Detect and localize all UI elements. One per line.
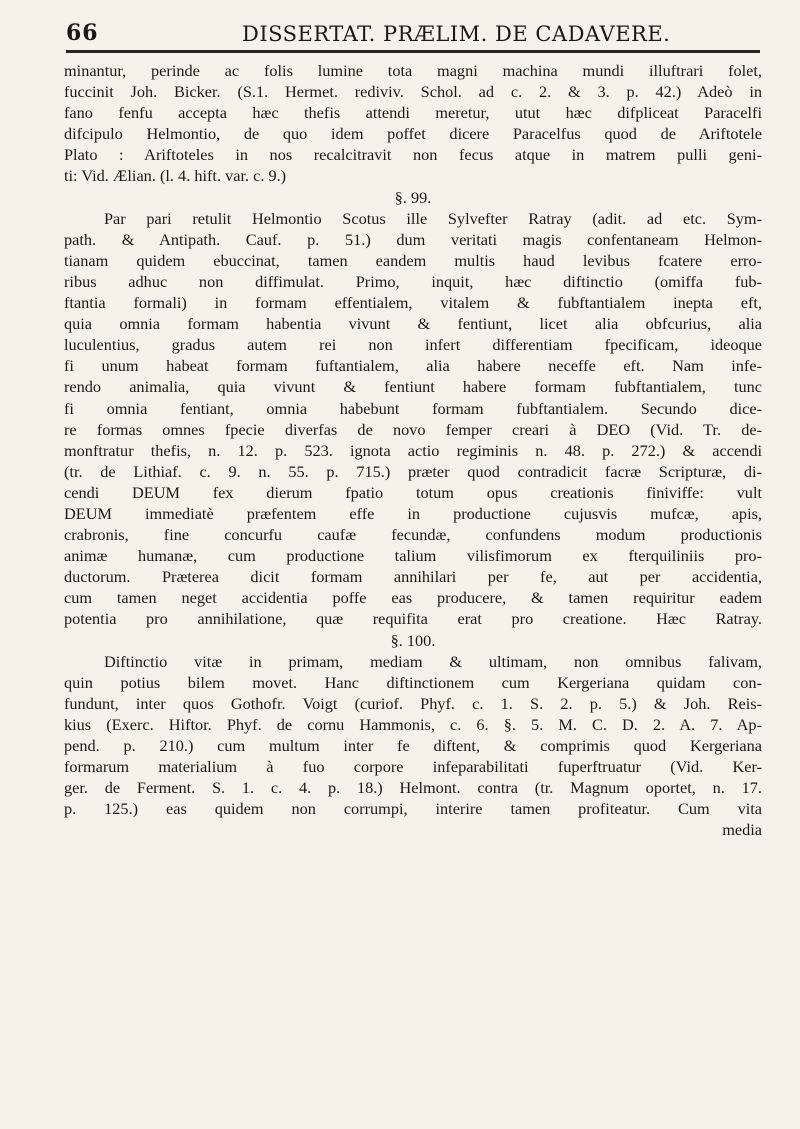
text-line: rendo animalia, quia vivunt & fentiunt habere formam fubftantialem, tunc [64,377,762,397]
text-line: crabronis, fine concurfu caufæ fecundæ, confundens modum productionis [64,525,762,545]
text-line: quia omnia formam habentia vivunt & fentiunt, licet alia obfcurius, alia [64,314,762,334]
text-line: animæ humanæ, cum productione talium vilisfimorum ex fterquiliniis pro- [64,546,762,566]
text-line: ftantia formali) in formam effentialem, vitalem & fubftantialem inepta eft, [64,293,762,313]
text-line: minantur, perinde ac folis lumine tota magni machina mundi illuftrari folet, [64,61,762,80]
text-line: luculentius, gradus autem rei non infert differentiam fpecificam, ideoque [64,335,762,355]
page-number: 66 [66,20,99,46]
text-line: cendi DEUM fex dierum fpatio totum opus creationis finiviffe: vult [64,482,762,502]
text-line: fuccinit Joh. Bicker. (S.1. Hermet. rediviv. Schol. ad c. 2. & 3. p. 42.) Adeò in [64,82,762,102]
text-line: kius (Exerc. Hiftor. Phyf. de cornu Hammonis, c. 6. §. 5. M. C. D. 2. A. 7. Ap- [64,714,762,734]
text-line: re formas omnes fpecie diverfas de novo femper creari à DEO (Vid. Tr. de- [64,419,762,439]
text-line: p. 125.) eas quidem non corrumpi, interire tamen profiteatur. Cum vita [64,799,762,819]
text-line: pend. p. 210.) cum multum inter fe diftent, & comprimis quod Kergeriana [64,736,762,755]
text-line: Plato : Ariftoteles in nos recalcitravit non fecus atque in matrem pulli geni- [64,145,762,165]
text-line: path. & Antipath. Cauf. p. 51.) dum veritati magis confentaneam Helmon- [64,229,762,249]
section-number: §. 99. [394,187,432,207]
text-line: fi unum habeat formam fuftantialem, alia habere neceffe eft. Nam infe- [64,356,762,376]
text-line: ger. de Ferment. S. 1. c. 4. p. 18.) Helmont. contra (tr. Magnum oportet, n. 17. [64,778,762,798]
text-line: Par pari retulit Helmontio Scotus ille Sylvefter Ratray (adit. ad etc. Sym- [104,208,762,228]
running-title: DISSERTAT. PRÆLIM. DE CADAVERE. [242,22,671,46]
text-line: monftratur thefis, n. 12. p. 523. ignota actio regiminis n. 48. p. 272.) & accendi [64,440,762,460]
header-rule [66,50,760,53]
text-line: ductorum. Præterea dicit formam annihilari per fe, aut per accidentia, [64,567,762,587]
text-line: fi omnia fentiant, omnia habebunt formam fubftantialem. Secundo dice- [64,398,762,418]
page-header [64,18,760,52]
section-number: §. 100. [390,630,436,650]
text-line: potentia pro annihilatione, quæ requifita erat pro creatione. Hæc Ratray. [64,609,762,629]
text-line: (tr. de Lithiaf. c. 9. n. 55. p. 715.) præter quod contradicit facræ Scripturæ, di- [64,461,762,481]
text-line: quin potius bilem movet. Hanc diftinctionem cum Kergeriana quidam con- [64,672,762,692]
body-text [64,60,762,840]
text-line: fano fenfu accepta hæc thefis attendi meretur, utut hæc difpliceat Paracelfi [64,103,762,123]
text-line: difcipulo Helmontio, de quo idem poffet dicere Paracelfus quod de Ariftotele [64,124,762,144]
text-line: fundunt, inter quos Gothofr. Voigt (curiof. Phyf. c. 1. S. 2. p. 5.) & Joh. Reis- [64,693,762,713]
text-line: tianam quidem ebuccinat, tamen eandem multis haud levibus fcatere erro- [64,250,762,270]
text-line: Diftinctio vitæ in primam, mediam & ultimam, non omnibus falivam, [104,651,762,671]
text-line: cum tamen neget accidentia poffe eas producere, & tamen requiritur eadem [64,588,762,608]
text-line: ti: Vid. Ælian. (l. 4. hift. var. c. 9.) [64,166,287,186]
catchword: media [722,820,762,840]
text-line: formarum materialium à fuo corpore infeparabilitati fuperftruatur (Vid. Ker- [64,757,762,777]
text-line: ribus adhuc non diffimulat. Primo, inquit, hæc diftinctio (omiffa fub- [64,271,762,291]
text-line: DEUM immediatè præfentem effe in productione cujusvis mufcæ, apis, [64,503,762,523]
